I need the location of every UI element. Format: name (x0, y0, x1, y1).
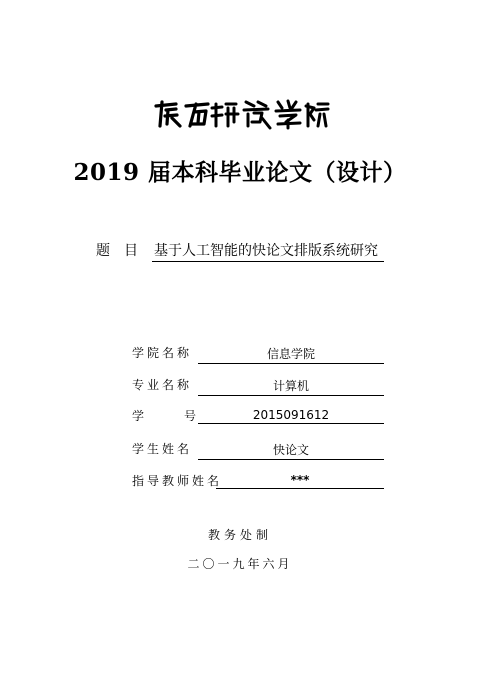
topic-value: 基于人工智能的快论文排版系统研究 (152, 240, 384, 262)
thesis-title: 2019 届本科毕业论文（设计） (73, 159, 407, 186)
college-value: 信息学院 (198, 345, 384, 364)
major-value: 计算机 (198, 377, 384, 396)
advisor-value: *** (216, 473, 384, 489)
student-id-label-char-1: 学 (132, 409, 145, 423)
college-label: 学院名称 (132, 346, 193, 360)
advisor-label: 指导教师姓名 (132, 474, 223, 488)
student-id-label-char-2: 号 (184, 409, 197, 423)
school-calligraphy-logo (150, 96, 330, 132)
major-label: 专业名称 (132, 378, 193, 392)
student-id-value: 2015091612 (198, 408, 384, 424)
issuer-text: 教务处制 (207, 528, 272, 542)
topic-label: 题 目 (96, 243, 138, 259)
date-text: 二〇一九年六月 (187, 557, 293, 571)
topic-row (96, 240, 384, 262)
student-name-label: 学生姓名 (132, 442, 193, 456)
student-name-value: 快论文 (198, 441, 384, 460)
